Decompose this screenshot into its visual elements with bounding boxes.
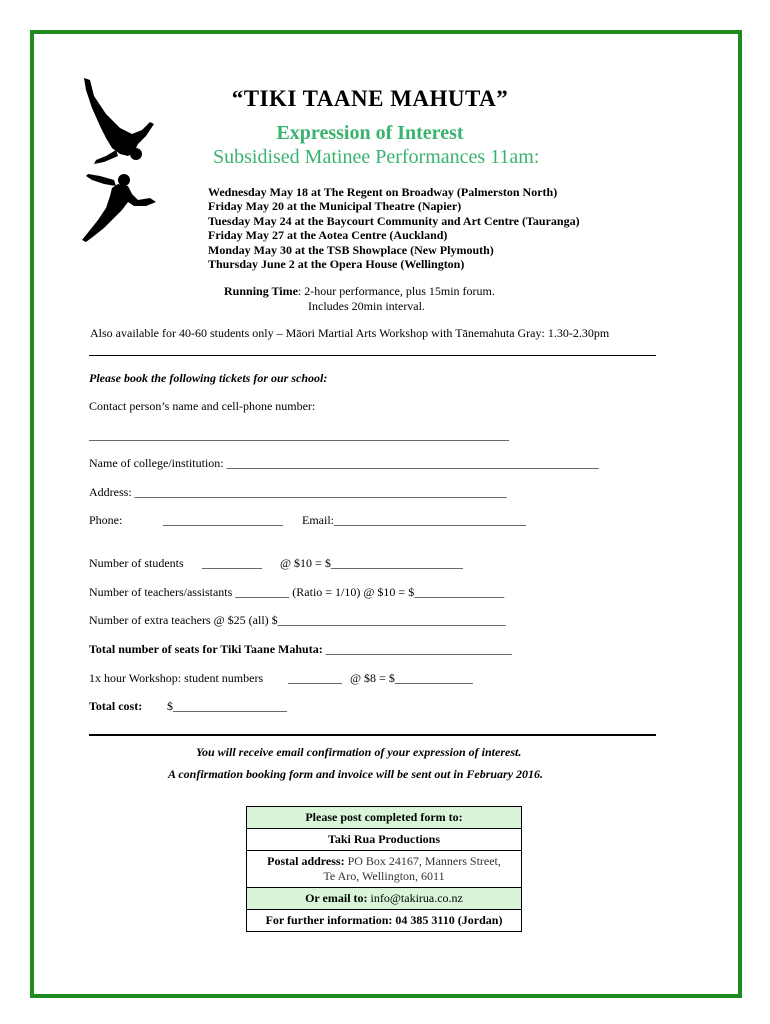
running-time-label: Running Time — [224, 284, 298, 298]
total-seats-row — [89, 642, 512, 657]
running-time-text: : 2-hour performance, plus 15min forum. — [297, 284, 495, 298]
postal-value-2: Te Aro, Wellington, 6011 — [323, 869, 445, 883]
extra-teachers-field[interactable]: Number of extra teachers @ $25 (all) $______________________________________ — [89, 613, 506, 627]
postal-label: Postal address: — [267, 854, 345, 868]
interval-note: Includes 20min interval. — [308, 299, 425, 313]
email-row — [247, 888, 522, 910]
form-heading: Please book the following tickets for our school: — [89, 371, 328, 385]
address-field[interactable]: Address: ______________________________________________________________ — [89, 485, 507, 499]
email-link[interactable]: info@takirua.co.nz — [367, 891, 463, 905]
phone-label: Phone: — [89, 513, 123, 527]
performance-list — [208, 185, 580, 271]
performance-item: Monday May 30 at the TSB Showplace (New Plymouth) — [208, 242, 494, 257]
total-seats-label: Total number of seats for Tiki Taane Mahuta: — [89, 642, 323, 656]
students-label: Number of students — [89, 556, 184, 570]
two-leaping-figures-logo — [76, 76, 168, 246]
workshop-note: Also available for 40-60 students only – Māori Martial Arts Workshop with Tānemahuta Gray: 1.30-2.30pm — [90, 326, 610, 340]
divider — [89, 355, 656, 356]
performances-heading: Subsidised Matinee Performances 11am: — [213, 146, 540, 168]
performance-item: Friday May 20 at the Municipal Theatre (Napier) — [208, 199, 462, 214]
workshop-field[interactable]: _________ — [288, 671, 342, 685]
performance-item: Wednesday May 18 at The Regent on Broadway (Palmerston North) — [208, 185, 558, 199]
confirmation-note: You will receive email confirmation of your expression of interest. — [196, 745, 522, 759]
performance-item: Tuesday May 24 at the Baycourt Community and Art Centre (Tauranga) — [208, 213, 580, 228]
email-label: Or email to: — [305, 891, 368, 905]
postal-address — [247, 851, 522, 888]
page-subtitle: Expression of Interest — [276, 122, 464, 144]
invoice-note: A confirmation booking form and invoice will be sent out in February 2016. — [168, 767, 544, 781]
phone-field[interactable]: ____________________ — [163, 513, 283, 527]
teachers-field[interactable]: Number of teachers/assistants _________ (Ratio = 1/10) @ $10 = $_______________ — [89, 585, 505, 599]
workshop-label: 1x hour Workshop: student numbers — [89, 671, 264, 685]
contact-field[interactable]: ______________________________________________________________________ — [89, 428, 509, 442]
total-seats-field[interactable]: _______________________________ — [322, 642, 512, 656]
divider — [89, 734, 656, 736]
students-field[interactable]: __________ — [202, 556, 262, 570]
email-field[interactable]: Email:________________________________ — [302, 513, 526, 527]
total-cost-label: Total cost: — [89, 699, 143, 713]
postal-value: PO Box 24167, Manners Street, — [344, 854, 501, 868]
contact-label: Contact person’s name and cell-phone number: — [89, 399, 316, 413]
total-cost-field[interactable]: $___________________ — [167, 699, 287, 713]
performance-item: Friday May 27 at the Aotea Centre (Auckland) — [208, 228, 448, 243]
workshop-cost-field[interactable]: @ $8 = $_____________ — [350, 671, 473, 685]
page-title: “TIKI TAANE MAHUTA” — [231, 86, 509, 111]
performance-item: Thursday June 2 at the Opera House (Wellington) — [208, 257, 465, 272]
post-heading: Please post completed form to: — [247, 807, 522, 829]
contact-box — [246, 806, 522, 932]
further-info: For further information: 04 385 3110 (Jordan) — [247, 910, 522, 932]
students-cost-field[interactable]: @ $10 = $______________________ — [280, 556, 463, 570]
company-name: Taki Rua Productions — [247, 829, 522, 851]
running-time — [224, 284, 495, 298]
college-field[interactable]: Name of college/institution: ______________________________________________________________ — [89, 456, 599, 470]
